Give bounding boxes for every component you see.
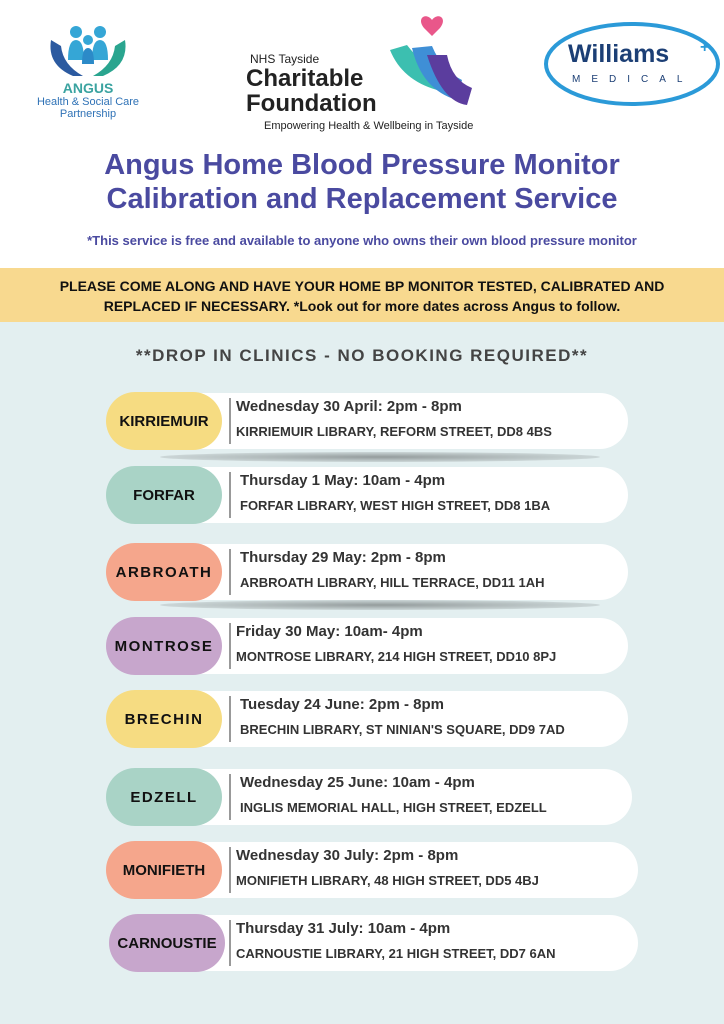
clinic-venue: FORFAR LIBRARY, WEST HIGH STREET, DD8 1BA (240, 498, 551, 513)
town-pill: BRECHIN (106, 690, 222, 748)
clinic-date: Friday 30 May: 10am- 4pm (236, 623, 423, 640)
decorative-shadow (160, 452, 600, 462)
nhs-big-line2: Foundation (246, 90, 377, 117)
clinic-venue: MONIFIETH LIBRARY, 48 HIGH STREET, DD5 4BJ (236, 873, 539, 888)
decorative-shadow (160, 600, 600, 610)
clinic-venue: INGLIS MEMORIAL HALL, HIGH STREET, EDZELL (240, 800, 547, 815)
nhs-tagline: Empowering Health & Wellbeing in Tayside (264, 120, 474, 132)
nhs-big-text (246, 66, 377, 116)
williams-medical-logo (542, 18, 722, 110)
clinic-row-kirriemuir (0, 392, 724, 450)
clinic-date: Thursday 29 May: 2pm - 8pm (240, 549, 446, 566)
town-pill: ARBROATH (106, 543, 222, 601)
angus-logo (18, 20, 158, 125)
clinic-row-montrose (0, 617, 724, 675)
nhs-tayside-logo (244, 10, 484, 135)
clinic-row-arbroath (0, 543, 724, 601)
clinic-venue: MONTROSE LIBRARY, 214 HIGH STREET, DD10 8PJ (236, 649, 557, 664)
williams-sub: MEDICAL (572, 74, 694, 85)
nhs-big-line1: Charitable (246, 65, 364, 92)
divider (229, 549, 231, 595)
hands-heart-icon (382, 10, 482, 110)
title-line2: Calibration and Replacement Service (106, 183, 618, 215)
divider (229, 472, 231, 518)
page-title (0, 148, 724, 216)
drop-in-heading: **DROP IN CLINICS - NO BOOKING REQUIRED** (135, 346, 589, 365)
divider (229, 696, 231, 742)
clinic-venue: KIRRIEMUIR LIBRARY, REFORM STREET, DD8 4BS (236, 424, 552, 439)
clinic-date: Thursday 31 July: 10am - 4pm (236, 920, 451, 937)
family-hands-icon (43, 20, 133, 80)
clinic-date: Thursday 1 May: 10am - 4pm (240, 472, 446, 489)
angus-logo-name: ANGUS (62, 80, 114, 96)
town-pill: FORFAR (106, 466, 222, 524)
town-pill: MONTROSE (106, 617, 222, 675)
clinic-date: Wednesday 30 July: 2pm - 8pm (236, 847, 459, 864)
page-subtitle: *This service is free and available to anyone who owns their own blood pressure monitor (87, 233, 637, 248)
clinic-row-edzell (0, 768, 724, 826)
clinic-venue: ARBROATH LIBRARY, HILL TERRACE, DD11 1AH (240, 575, 545, 590)
town-pill: KIRRIEMUIR (106, 392, 222, 450)
town-pill: CARNOUSTIE (109, 914, 225, 972)
notice-line1: PLEASE COME ALONG AND HAVE YOUR HOME BP MONITOR TESTED, CALIBRATED AND (59, 278, 665, 294)
clinic-row-brechin (0, 690, 724, 748)
divider (229, 623, 231, 669)
town-pill: MONIFIETH (106, 841, 222, 899)
clinic-venue: BRECHIN LIBRARY, ST NINIAN'S SQUARE, DD9 7AD (240, 722, 565, 737)
clinic-date: Tuesday 24 June: 2pm - 8pm (240, 696, 444, 713)
angus-logo-sub: Health & Social Care Partnership (36, 96, 140, 120)
notice-text (0, 276, 724, 316)
clinic-date: Wednesday 25 June: 10am - 4pm (240, 774, 475, 791)
clinic-venue: CARNOUSTIE LIBRARY, 21 HIGH STREET, DD7 6AN (236, 946, 556, 961)
nhs-small-text: NHS Tayside (250, 52, 320, 66)
divider (229, 398, 231, 444)
clinic-date: Wednesday 30 April: 2pm - 8pm (236, 398, 462, 415)
clinic-row-monifieth (0, 841, 724, 899)
title-line1: Angus Home Blood Pressure Monitor (104, 149, 620, 181)
town-pill: EDZELL (106, 768, 222, 826)
notice-line2: REPLACED IF NECESSARY. *Look out for more dates across Angus to follow. (103, 298, 621, 314)
divider (229, 920, 231, 966)
divider (229, 774, 231, 820)
clinic-row-carnoustie (0, 914, 724, 972)
williams-name: Williams (568, 40, 670, 68)
divider (229, 847, 231, 893)
svg-text:+: + (700, 39, 710, 56)
notice-banner (0, 268, 724, 322)
clinic-row-forfar (0, 466, 724, 524)
